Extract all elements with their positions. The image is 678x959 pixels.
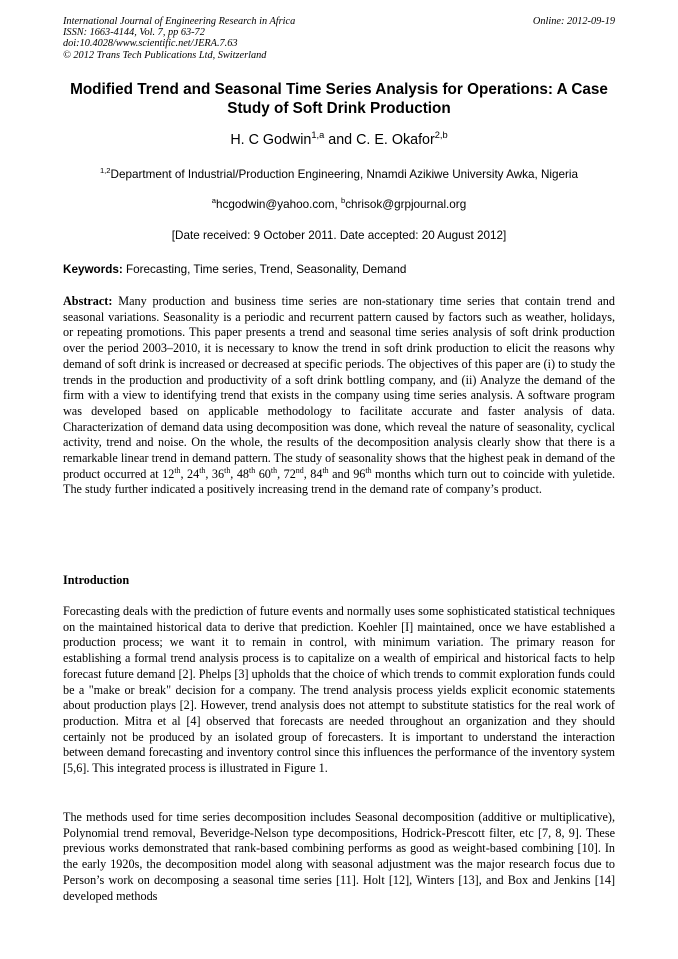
- abstract-sup: th: [270, 465, 278, 475]
- keywords-label: Keywords:: [63, 263, 123, 276]
- abstract-num: , 48: [230, 466, 250, 481]
- paper-title: Modified Trend and Seasonal Time Series Analysis for Operations: A Case Study of Soft Drink Production: [70, 81, 608, 117]
- doi-line: doi:10.4028/www.scientific.net/JERA.7.63: [63, 38, 238, 50]
- abstract-sup: th: [322, 465, 329, 475]
- email-a-sup: a: [211, 196, 217, 206]
- introduction-paragraph-2: The methods used for time series decomposition includes Seasonal decomposition (additive or multiplicative), Polynomial trend removal, Beveridge-Nelson type decompositions, Hodrick-Prescott filter, etc [7, 8, 9]. These previous works demonstrated that rank-based combining performs as good as weight-based combining [10]. In the early 1920s, the decomposition model along with seasonal adjustment was the major research focus due to Person’s work on decomposing a seasonal time series [11]. Holt [12], Winters [13], and Box and Jenkins [14] developed methods: [63, 810, 615, 903]
- email-b: chrisok@grpjournal.org: [345, 198, 467, 211]
- abstract-num: , 84: [303, 466, 323, 481]
- author-line: [63, 132, 615, 148]
- author-1-sup: 1,a: [311, 130, 325, 141]
- affiliation: [63, 168, 615, 181]
- emails: [63, 198, 615, 211]
- issn-line: ISSN: 1663-4144, Vol. 7, pp 63-72: [63, 27, 205, 39]
- email-b-sup: b: [340, 196, 346, 206]
- abstract-num: , 24: [180, 466, 200, 481]
- author-2-name: C. E. Okafor: [356, 132, 435, 148]
- abstract-text-1: Many production and business time series are non-stationary time series that contain trend and seasonal variations. Seasonality is a periodic and recurrent pattern caused by factors such as weather, holidays, or repeating promotions. This paper presents a trend and seasonal time series analysis of soft drink production over the period 2003–2010, it is necessary to know the trend in soft drink production to elicit the reasons why demand of soft drink is increased or decreased at specific periods. The objectives of this paper are (i) to study the trends in the production and productivity of a soft drink bottling company, and (ii) Analyze the demand of the firm with a view to identifying trend that exists in the company using time series analysis. A software program was developed based on applicable methodology to facilitate accurate and faster analysis of data. Characterization of demand data using decomposition was done, which reveal the nature of seasonality, cyclical activity, trend and noise. On the whole, the results of the decomposition analysis clearly show that there is a remarkable linear trend in demand pattern. The study of seasonality shows that the highest peak in demand of the product occurred at 12: [63, 294, 615, 481]
- author-and: and: [324, 132, 357, 148]
- copyright-line: © 2012 Trans Tech Publications Ltd, Switzerland: [63, 49, 267, 61]
- journal-name: International Journal of Engineering Research in Africa: [63, 16, 296, 27]
- author-1-name: H. C Godwin: [230, 132, 312, 148]
- abstract-text-2: months which turn out to coincide with yuletide. The study further indicated a positively increasing trend in the demand rate of company’s product.: [63, 466, 616, 497]
- abstract-sup: th: [224, 465, 231, 475]
- abstract-num: and 96: [328, 466, 366, 481]
- introduction-heading: Introduction: [63, 573, 130, 587]
- introduction-paragraph-1: Forecasting deals with the prediction of future events and normally uses some sophisticated statistical techniques on the maintained historical data to derive that prediction. Koehler [I] maintained, once we have established a production process; we want it to remain in control, with minimum variation. The primary reason for establishing a formal trend analysis process is to capitalize on a wealth of empirical and historical facts to help forecast future demand [2]. Phelps [3] upholds that the choice of which trends to commit exploration funds could be a "make or break" decision for a company. The trend analysis process yields explicit economic statements about production plays [2]. However, trend analysis does not attempt to substitute statistics for the real work of production. Mitra et al [4] observed that forecasts are needed throughout an organization and they should certainly not be produced by an isolated group of forecasters. It is important to understand the interaction between demand forecasting and inventory control since this influences the performance of the inventory system [5,6]. This integrated process is illustrated in Figure 1.: [63, 604, 615, 776]
- abstract-num: , 36: [205, 466, 225, 481]
- affiliation-text: Department of Industrial/Production Engineering, Nnamdi Azikiwe University Awka, Nigeria: [110, 168, 579, 181]
- keywords: [63, 263, 615, 276]
- abstract: [63, 294, 615, 498]
- abstract-sup: th: [199, 465, 206, 475]
- email-a: hcgodwin@yahoo.com,: [216, 198, 341, 211]
- abstract-num: , 72: [277, 466, 296, 481]
- date-line: [Date received: 9 October 2011. Date accepted: 20 August 2012]: [171, 229, 507, 242]
- abstract-sup: th: [365, 465, 372, 475]
- online-date: Online: 2012-09-19: [532, 16, 615, 27]
- abstract-sup: nd: [295, 465, 304, 475]
- abstract-sup: th: [174, 465, 181, 475]
- keywords-text: Forecasting, Time series, Trend, Seasonality, Demand: [122, 263, 407, 276]
- author-2-sup: 2,b: [434, 130, 448, 141]
- abstract-sup: th: [249, 465, 256, 475]
- journal-header: [63, 16, 295, 61]
- abstract-label: Abstract:: [63, 294, 113, 308]
- affiliation-sup: 1,2: [99, 166, 111, 176]
- abstract-num: 60: [255, 466, 271, 481]
